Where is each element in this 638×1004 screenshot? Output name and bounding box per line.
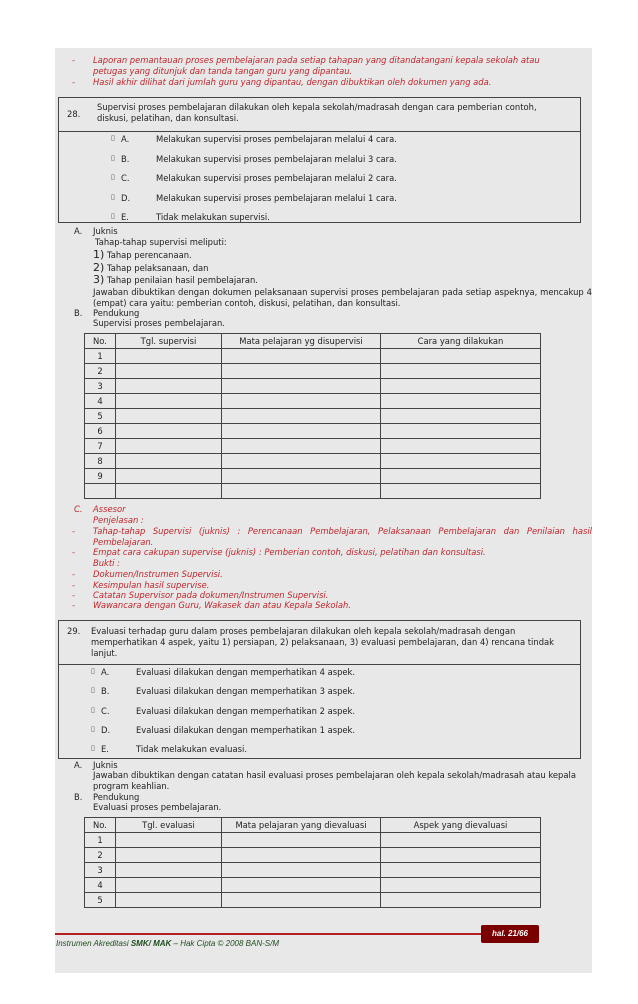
option-text: Tidak melakukan evaluasi. bbox=[136, 744, 247, 755]
table-cell[interactable] bbox=[116, 454, 222, 469]
row-number: 4 bbox=[85, 394, 116, 409]
table-row bbox=[85, 878, 541, 893]
option-text: Evaluasi dilakukan dengan memperhatikan 1 aspek. bbox=[136, 724, 356, 735]
step-item: 3) Tahap penilaian hasil pembelajaran. bbox=[93, 273, 258, 286]
table-row bbox=[85, 484, 541, 499]
table-cell[interactable] bbox=[222, 833, 381, 848]
row-number bbox=[85, 484, 116, 499]
table-cell[interactable] bbox=[381, 379, 541, 394]
table-cell[interactable] bbox=[381, 394, 541, 409]
row-number: 1 bbox=[85, 349, 116, 364]
row-number: 3 bbox=[85, 379, 116, 394]
juknis-title: Juknis bbox=[93, 226, 118, 236]
penjelasan-item: Tahap-tahap Supervisi (juknis) : Perencanaan Pembelajaran, Pelaksanaan Pembelajaran dan Penilaian hasil Pembelajaran. bbox=[93, 526, 592, 547]
checkbox-icon[interactable]: ▯ bbox=[111, 212, 115, 220]
question-header bbox=[59, 98, 580, 132]
row-number: 9 bbox=[85, 469, 116, 484]
section-label: A. bbox=[74, 226, 83, 236]
option-letter: A. bbox=[121, 134, 130, 144]
option-text: Melakukan supervisi proses pembelajaran melalui 2 cara. bbox=[156, 173, 397, 183]
table-cell[interactable] bbox=[116, 893, 222, 908]
table-row bbox=[85, 394, 541, 409]
table-cell[interactable] bbox=[222, 379, 381, 394]
checkbox-icon[interactable]: ▯ bbox=[111, 192, 115, 201]
bukti-item: Dokumen/Instrumen Supervisi. bbox=[93, 569, 223, 579]
row-number: 5 bbox=[85, 893, 116, 908]
column-header: Tgl. evaluasi bbox=[116, 818, 222, 833]
checkbox-icon[interactable]: ▯ bbox=[111, 173, 115, 181]
question-text: Supervisi proses pembelajaran dilakukan oleh kepala sekolah/madrasah dengan cara pemberian contoh, diskusi, pelatihan, dan konsultasi. bbox=[97, 102, 537, 123]
option-letter: C. bbox=[101, 705, 110, 716]
juknis-title: Juknis bbox=[93, 760, 118, 770]
question-28-box bbox=[58, 97, 581, 223]
section-label: C. bbox=[74, 504, 83, 514]
bukti-item: Catatan Supervisor pada dokumen/Instrumen Supervisi. bbox=[93, 590, 329, 600]
option-text: Melakukan supervisi proses pembelajaran melalui 1 cara. bbox=[156, 192, 397, 203]
table-row bbox=[85, 454, 541, 469]
column-header: No. bbox=[85, 818, 116, 833]
question-number: 28. bbox=[67, 109, 81, 119]
table-cell[interactable] bbox=[222, 424, 381, 439]
question-number: 29. bbox=[67, 626, 81, 636]
table-cell[interactable] bbox=[222, 893, 381, 908]
question-29-box bbox=[58, 620, 581, 759]
table-cell[interactable] bbox=[116, 833, 222, 848]
section-label: B. bbox=[74, 792, 83, 802]
step-item: 1) Tahap perencanaan. bbox=[93, 248, 192, 261]
juknis-body: Jawaban dibuktikan dengan dokumen pelaksanaan supervisi proses pembelajaran pada setiap aspeknya, mencakup 4 (empat) cara yaitu: pemberian contoh, diskusi, pelatihan, dan konsultasi. bbox=[93, 287, 592, 308]
checkbox-icon[interactable]: ▯ bbox=[91, 724, 95, 733]
table-cell[interactable] bbox=[116, 379, 222, 394]
option-letter: E. bbox=[101, 744, 109, 755]
option-letter: B. bbox=[121, 153, 130, 164]
pendukung-title: Pendukung bbox=[93, 792, 140, 802]
table-cell[interactable] bbox=[381, 349, 541, 364]
table-cell[interactable] bbox=[381, 833, 541, 848]
table-cell[interactable] bbox=[381, 893, 541, 908]
table-cell[interactable] bbox=[381, 469, 541, 484]
table-row bbox=[85, 893, 541, 908]
option-text: Tidak melakukan supervisi. bbox=[156, 212, 270, 222]
table-cell[interactable] bbox=[222, 454, 381, 469]
column-header: Aspek yang dievaluasi bbox=[381, 818, 541, 833]
row-number: 2 bbox=[85, 848, 116, 863]
row-number: 3 bbox=[85, 863, 116, 878]
table-cell[interactable] bbox=[222, 848, 381, 863]
pendukung-body: Supervisi proses pembelajaran. bbox=[93, 318, 225, 328]
table-cell[interactable] bbox=[116, 484, 222, 499]
checkbox-icon[interactable]: ▯ bbox=[111, 153, 115, 162]
table-row bbox=[85, 833, 541, 848]
bullet-dash: - bbox=[72, 55, 76, 65]
juknis-body: Jawaban dibuktikan dengan catatan hasil evaluasi proses pembelajaran oleh kepala sekolah/madrasah atau kepala program keahlian. bbox=[93, 770, 576, 791]
footer-text: Instrumen Akreditasi SMK/ MAK – Hak Cipta © 2008 BAN-S/M bbox=[56, 939, 280, 948]
row-number: 4 bbox=[85, 878, 116, 893]
column-header: Mata pelajaran yg disupervisi bbox=[222, 334, 381, 349]
table-cell[interactable] bbox=[381, 878, 541, 893]
checkbox-icon[interactable]: ▯ bbox=[111, 134, 115, 142]
checkbox-icon[interactable]: ▯ bbox=[91, 705, 95, 714]
note-line: petugas yang ditunjuk dan tanda tangan guru yang dipantau. bbox=[93, 66, 353, 76]
table-row bbox=[85, 424, 541, 439]
option-text: Evaluasi dilakukan dengan memperhatikan 4 aspek. bbox=[136, 667, 356, 677]
table-cell[interactable] bbox=[116, 863, 222, 878]
note-line: Hasil akhir dilihat dari jumlah guru yang dipantau, dengan dibuktikan oleh dokumen yang ada. bbox=[93, 77, 492, 87]
bukti-label: Bukti : bbox=[93, 558, 120, 568]
juknis-intro: Tahap-tahap supervisi meliputi: bbox=[95, 237, 227, 247]
row-number: 1 bbox=[85, 833, 116, 848]
pendukung-body: Evaluasi proses pembelajaran. bbox=[93, 802, 222, 812]
table-row bbox=[85, 469, 541, 484]
table-row bbox=[85, 439, 541, 454]
table-cell[interactable] bbox=[116, 394, 222, 409]
option-letter: A. bbox=[101, 667, 110, 677]
column-header: No. bbox=[85, 334, 116, 349]
table-row bbox=[85, 364, 541, 379]
table-cell[interactable] bbox=[116, 469, 222, 484]
option-text: Evaluasi dilakukan dengan memperhatikan 3 aspek. bbox=[136, 686, 356, 697]
row-number: 8 bbox=[85, 454, 116, 469]
table-cell[interactable] bbox=[116, 364, 222, 379]
table-cell[interactable] bbox=[222, 409, 381, 424]
table-row bbox=[85, 409, 541, 424]
checkbox-icon[interactable]: ▯ bbox=[91, 686, 95, 695]
column-header: Mata pelajaran yang dievaluasi bbox=[222, 818, 381, 833]
table-cell[interactable] bbox=[381, 364, 541, 379]
table-cell[interactable] bbox=[222, 364, 381, 379]
table-row bbox=[85, 349, 541, 364]
table-row bbox=[85, 379, 541, 394]
option-letter: D. bbox=[121, 192, 131, 203]
table-cell[interactable] bbox=[222, 439, 381, 454]
table-row bbox=[85, 848, 541, 863]
checkbox-icon[interactable]: ▯ bbox=[91, 744, 95, 753]
table-cell[interactable] bbox=[381, 454, 541, 469]
table-header-row bbox=[85, 334, 541, 349]
option-letter: E. bbox=[121, 212, 129, 222]
section-label: B. bbox=[74, 308, 83, 318]
row-number: 6 bbox=[85, 424, 116, 439]
table-cell[interactable] bbox=[222, 349, 381, 364]
option-letter: B. bbox=[101, 686, 110, 697]
supervisi-table bbox=[84, 333, 541, 499]
table-cell[interactable] bbox=[222, 878, 381, 893]
table-cell[interactable] bbox=[116, 409, 222, 424]
table-header-row bbox=[85, 818, 541, 833]
pendukung-title: Pendukung bbox=[93, 308, 140, 318]
question-header bbox=[59, 621, 580, 665]
option-letter: D. bbox=[101, 724, 111, 735]
table-cell[interactable] bbox=[116, 439, 222, 454]
table-cell[interactable] bbox=[381, 439, 541, 454]
note-line: Laporan pemantauan proses pembelajaran pada setiap tahapan yang ditandatangani kepala sekolah atau bbox=[93, 55, 540, 65]
option-text: Melakukan supervisi proses pembelajaran melalui 3 cara. bbox=[156, 153, 397, 164]
penjelasan-label: Penjelasan : bbox=[93, 515, 144, 525]
table-cell[interactable] bbox=[116, 848, 222, 863]
table-cell[interactable] bbox=[222, 469, 381, 484]
table-cell[interactable] bbox=[381, 848, 541, 863]
penjelasan-item: Empat cara cakupan supervise (juknis) : Pemberian contoh, diskusi, pelatihan dan konsultasi. bbox=[93, 547, 486, 557]
bullet-dash: - bbox=[72, 77, 76, 87]
table-cell[interactable] bbox=[116, 349, 222, 364]
table-cell[interactable] bbox=[222, 484, 381, 499]
table-cell[interactable] bbox=[381, 409, 541, 424]
checkbox-icon[interactable]: ▯ bbox=[91, 667, 95, 675]
table-cell[interactable] bbox=[381, 484, 541, 499]
option-text: Evaluasi dilakukan dengan memperhatikan 2 aspek. bbox=[136, 705, 356, 716]
table-cell[interactable] bbox=[116, 424, 222, 439]
row-number: 5 bbox=[85, 409, 116, 424]
table-cell[interactable] bbox=[222, 394, 381, 409]
evaluasi-table bbox=[84, 817, 541, 908]
column-header: Cara yang dilakukan bbox=[381, 334, 541, 349]
table-cell[interactable] bbox=[381, 424, 541, 439]
table-row bbox=[85, 863, 541, 878]
section-label: A. bbox=[74, 760, 83, 770]
footer-divider bbox=[55, 933, 485, 935]
table-cell[interactable] bbox=[381, 863, 541, 878]
page-number-badge: hal. 21/66 bbox=[481, 925, 539, 943]
question-text: Evaluasi terhadap guru dalam proses pembelajaran dilakukan oleh kepala sekolah/madrasah dengan memperhatikan 4 aspek, yaitu 1) persiapan, 2) pelaksanaan, 3) evaluasi pembelajaran, dan 4) rencana tindak lanjut. bbox=[91, 626, 554, 658]
table-cell[interactable] bbox=[222, 863, 381, 878]
option-letter: C. bbox=[121, 173, 130, 183]
bukti-item: Kesimpulan hasil supervise. bbox=[93, 580, 210, 590]
table-cell[interactable] bbox=[116, 878, 222, 893]
bukti-item: Wawancara dengan Guru, Wakasek dan atau Kepala Sekolah. bbox=[93, 600, 351, 610]
row-number: 7 bbox=[85, 439, 116, 454]
column-header: Tgl. supervisi bbox=[116, 334, 222, 349]
step-item: 2) Tahap pelaksanaan, dan bbox=[93, 261, 209, 274]
row-number: 2 bbox=[85, 364, 116, 379]
option-text: Melakukan supervisi proses pembelajaran melalui 4 cara. bbox=[156, 134, 397, 144]
assesor-title: Assesor bbox=[93, 504, 126, 514]
